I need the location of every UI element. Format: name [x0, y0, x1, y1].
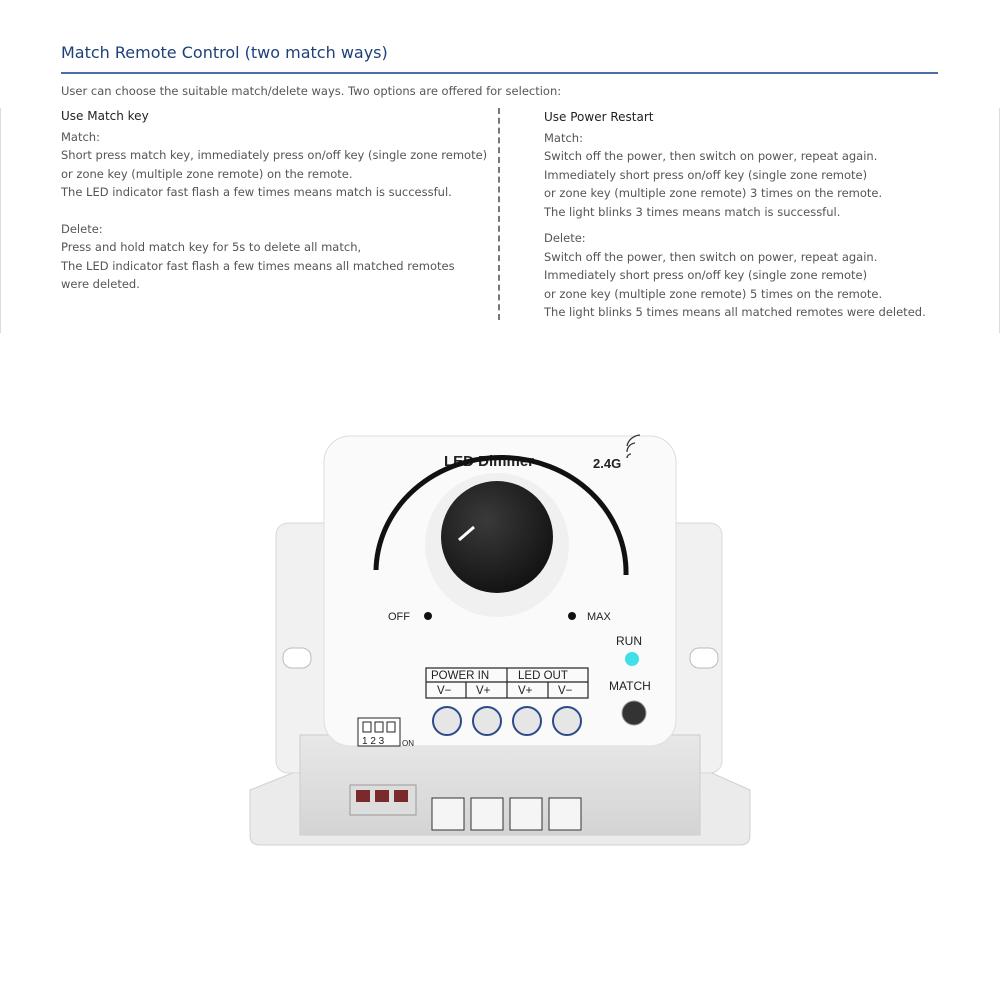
text-line: Switch off the power, then switch on power, repeat again.: [544, 149, 878, 163]
page-title: Match Remote Control (two match ways): [61, 43, 388, 62]
match-label: MATCH: [609, 679, 651, 693]
text-line: The LED indicator fast flash a few times means all matched remotes: [61, 258, 455, 273]
max-dot: [568, 612, 576, 620]
off-dot: [424, 612, 432, 620]
text-line: Short press match key, immediately press on/off key (single zone remote): [61, 148, 488, 162]
off-label: OFF: [388, 611, 410, 623]
dip-numbers: 1 2 3: [362, 736, 385, 747]
text-line: or zone key (multiple zone remote) 3 times on the remote.: [544, 186, 883, 200]
power-in-label: POWER IN: [431, 670, 490, 682]
dip-on-label: ON: [402, 739, 414, 748]
run-led: [625, 652, 639, 666]
terminal-label: V+: [518, 685, 533, 697]
run-label: RUN: [616, 634, 642, 648]
mount-slot-right: [690, 648, 718, 668]
match-label: Match:: [544, 130, 583, 145]
section-heading: Use Power Restart: [544, 110, 654, 124]
terminal-label: V−: [437, 685, 452, 697]
max-label: MAX: [587, 611, 611, 623]
led-out-label: LED OUT: [518, 670, 568, 682]
terminal-label: V+: [476, 685, 491, 697]
section-heading: Use Match key: [61, 109, 149, 123]
match-button[interactable]: [622, 701, 646, 725]
mount-slot-left: [283, 648, 311, 668]
device-name: LED Dimmer: [444, 453, 535, 470]
text-line: Press and hold match key for 5s to delete all match,: [61, 240, 362, 254]
text-line: Immediately short press on/off key (single zone remote): [544, 268, 868, 282]
text-line: or zone key (multiple zone remote) 5 times on the remote.: [544, 286, 883, 301]
match-label: Match:: [61, 129, 100, 144]
dimmer-knob[interactable]: [441, 481, 553, 593]
text-line: Switch off the power, then switch on power, repeat again.: [544, 249, 878, 264]
text-line: were deleted.: [61, 277, 140, 291]
intro-text: User can choose the suitable match/delete ways. Two options are offered for selection:: [61, 84, 562, 98]
delete-label: Delete:: [544, 231, 586, 245]
text-line: Immediately short press on/off key (single zone remote): [544, 167, 868, 182]
terminal-label: V−: [558, 685, 573, 697]
delete-label: Delete:: [61, 221, 103, 236]
band-label: 2.4G: [593, 456, 622, 471]
text-line: The light blinks 5 times means all matched remotes were deleted.: [544, 305, 926, 319]
text-line: The light blinks 3 times means match is successful.: [544, 204, 841, 219]
text-line: The LED indicator fast flash a few times means match is successful.: [61, 185, 452, 199]
text-line: or zone key (multiple zone remote) on the remote.: [61, 166, 353, 181]
